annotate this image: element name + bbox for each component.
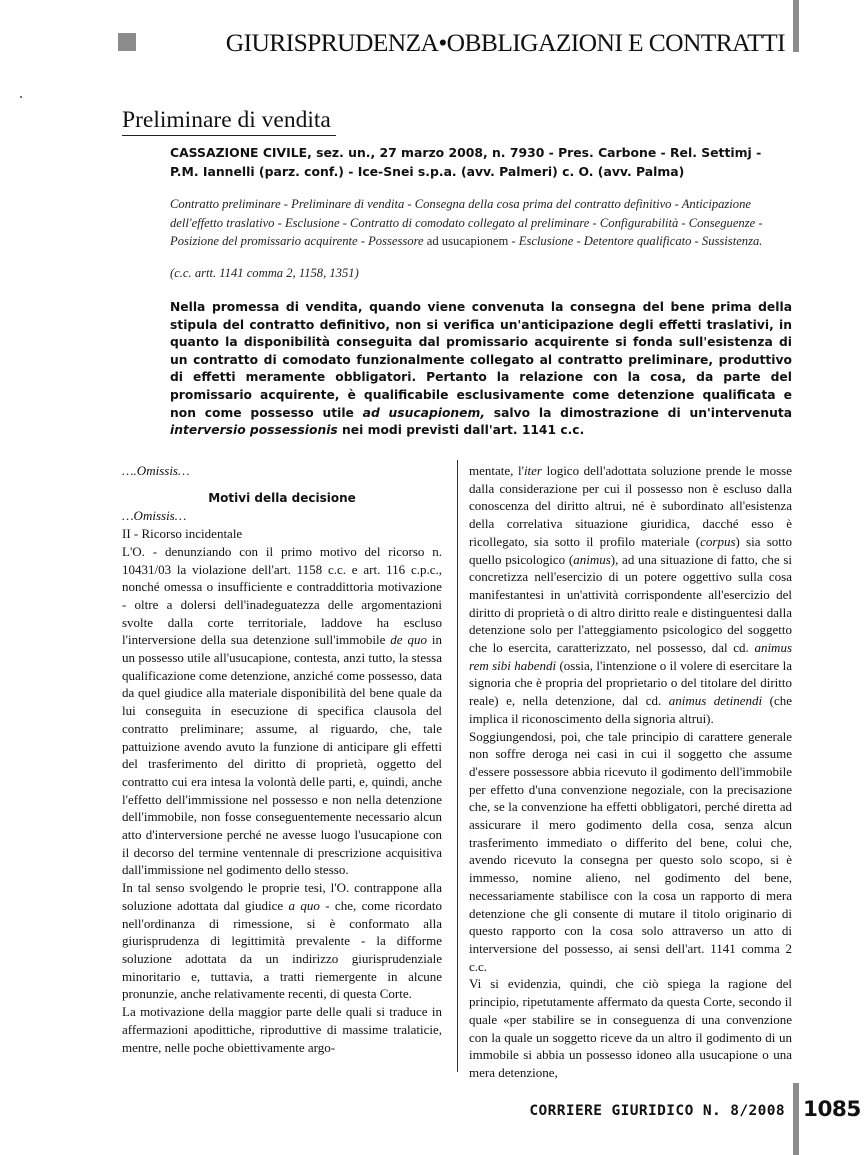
column-divider (457, 460, 458, 1072)
keywords-text-2: ad usucapionem (426, 234, 509, 248)
page-number: 1085 (803, 1097, 861, 1122)
left-paragraph-3: La motivazione della maggior parte delle quali si traduce in affermazioni apodittiche, riproduttive di massime tralaticie, mentre, nelle poche obiettivamente argo- (122, 1004, 442, 1055)
running-header-title: GIURISPRUDENZA•OBBLIGAZIONI E CONTRATTI (225, 28, 785, 57)
section-title-underline (122, 135, 336, 136)
omissis-top: ….Omissis… (122, 463, 190, 478)
keywords-text-3: - Esclusione - Detentore qualificato - Sussistenza. (511, 234, 763, 248)
header-square-mark (118, 33, 136, 51)
massima-summary (170, 299, 792, 440)
section-title: Preliminare di vendita (122, 107, 331, 133)
massima-text-3: nei modi previsti dall'art. 1141 c.c. (342, 423, 585, 438)
massima-text-2: salvo la dimostrazione di un'intervenuta (493, 405, 793, 420)
footer-journal: CORRIERE GIURIDICO N. 8/2008 (529, 1103, 785, 1119)
right-paragraph-2: Soggiungendosi, poi, che tale principio di carattere generale non soffre deroga nei casi in cui il soggetto che assume d'essere possessore abbia ricevuto il godimento dell'immobile per effetto d'una convenzione negoziale, con la precisazione che, se la convenzione ha effetti obbligatori, perché diretta ad assicurare il mero godimento della cosa, senza alcun trasferimento immediato o differito del bene, colui che, avendo ricevuto la consegna per questo solo scopo, si è immesso, nomine alieno, nel godimento del bene, necessariamente stabilisce con la cosa un rapporto di mera detenzione che gli consente di mutare il titolo originario di questo rapporto con la cosa solo attraverso un atto di interversione del possesso, ai sensi dell'art. 1141 comma 2 c.c. (469, 728, 792, 974)
scan-speck (20, 96, 22, 98)
decision-citation: CASSAZIONE CIVILE, sez. un., 27 marzo 2008, n. 7930 - Pres. Carbone - Rel. Settimj - P.M. Iannelli (parz. conf.) - Ice-Snei s.p.a. (avv. Palmeri) c. O. (avv. Palma) (170, 145, 762, 179)
omissis-line: …Omissis… (122, 508, 187, 524)
header-edge-bar (793, 0, 799, 52)
norms-reference: (c.c. artt. 1141 comma 2, 1158, 1351) (170, 266, 359, 280)
body-right-column (469, 462, 792, 1082)
massima-latin-1: ad usucapionem, (362, 405, 486, 420)
subheading: II - Ricorso incidentale (122, 526, 243, 542)
massima-text-1: Nella promessa di vendita, quando viene convenuta la consegna del bene prima della stipula del contratto definitivo, non si verifica un'anticipazione degli effetti traslativi, in quanto la disponibilità conseguita dal promissario acquirente si fonda sull'esistenza di un contratto di comodato funzionalmente collegato al contratto preliminare, produttivo di effetti meramente obbligatori. Pertanto la relazione con la cosa, da parte del promissario acquirente, è qualificabile esclusivamente come detenzione qualificata e non come possesso utile (170, 300, 792, 420)
keywords-text-1: Contratto preliminare - Preliminare di vendita - Consegna della cosa prima del contratto definitivo - Anticipazione dell'effetto traslativo - Esclusione - Contratto di comodato collegato al preliminare - Configurabilità - Conseguenze - Posizione del promissario acquirente - Possessore (170, 197, 763, 248)
left-paragraph-1: L'O. - denunziando con il primo motivo del ricorso n. 10431/03 la violazione dell'art. 1158 c.c. e art. 116 c.p.c., nonché omessa o insufficiente e contraddittoria motivazione - oltre a dolersi dell'inadeguatezza delle argomentazioni svolte dalla corte territoriale, laddove ha escluso l'interversione della sua detenzione sull'immobile de quo in un possesso utile all'usucapione, contesta, anzi tutto, la stessa qualificazione come detenzione, anziché come possesso, data da quel giudice alla materiale disponibilità del bene quale da lui conseguita in esecuzione di specifica clausola del contratto preliminare; assume, al riguardo, che, tale pattuizione avendo avuto la funzione di anticipare gli effetti del trasferimento del diritto di proprietà, oggetto del contratto cui era intesa la volontà delle parti, e, quindi, anche l'effetto dell'immissione nel possesso e non nella detenzione dell'immobile, non fosse conseguentemente necessario alcun atto d'interversione perché ne avesse luogo l'usucapione con il decorso del termine ventennale di prescrizione acquisitiva dall'immissione nel godimento dello stesso. (122, 543, 442, 878)
decision-heading: Motivi della decisione (208, 490, 356, 505)
right-paragraph-3: Vi si evidenzia, quindi, che ciò spiega la ragione del principio, ripetutamente affermato da questa Corte, secondo il quale «per stabilire se in conseguenza di una convenzione con la quale un soggetto riceve da un altro il godimento di un immobile si abbia un possesso idoneo alla usucapione o una mera detenzione, (469, 976, 792, 1080)
body-left-column (122, 462, 442, 1056)
footer-edge-bar (793, 1083, 799, 1155)
right-paragraph-1: mentate, l'iter logico dell'adottata soluzione prende le mosse dalla considerazione per cui il possesso non è escluso dalla conoscenza del diritto altrui, né è subordinato all'esistenza della correlativa situazione giuridica, dacché esso è ricollegato, sia sotto il profilo materiale (corpus) sia sotto quello psicologico (animus), ad una situazione di fatto, che si concretizza nell'esercizio di un potere oggettivo sulla cosa manifestantesi in un'attività corrispondente all'esercizio del diritto di proprietà o di altro diritto reale e distinguentesi dalla detenzione solo per l'atteggiamento psicologico del soggetto che lo esercita, caratterizzato, nel possesso, dal cd. animus rem sibi habendi (ossia, l'intenzione o il volere di esercitare la signoria che è propria del proprietario o del titolare del diritto reale) e, nella detenzione, dal cd. animus detinendi (che implica il riconoscimento della signoria altrui). (469, 463, 793, 726)
massima-latin-2: interversio possessionis (170, 423, 338, 438)
left-paragraph-2: In tal senso svolgendo le proprie tesi, l'O. contrappone alla soluzione adottata dal giudice a quo - che, come ricordato nell'ordinanza di rimessione, si è conformato alla giurisprudenza di legittimità prevalente - la difforme soluzione adottata da un indirizzo giurisprudenziale minoritario e, tuttavia, a tratti riemergente in alcune pronunzie, anche relativamente recenti, di questa Corte. (122, 880, 443, 1002)
keywords-abstract (170, 195, 792, 251)
